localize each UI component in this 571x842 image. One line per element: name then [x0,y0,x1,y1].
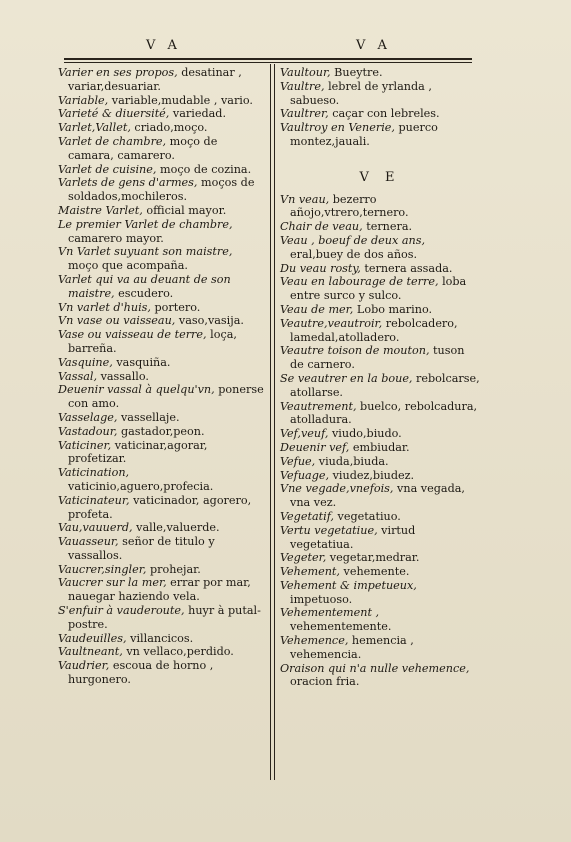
entry-translation: moço de cozina. [156,162,252,176]
dictionary-entry [280,455,480,469]
entry-headword: Oraison qui n'a nulle vehemence, [280,661,470,675]
entry-translation: gastador,peon. [117,424,205,438]
dictionary-entry [58,439,264,467]
entry-headword: Vn vase ou vaisseau, [58,314,176,328]
entry-translation: hemencia , vehemencia. [290,634,414,661]
dictionary-entry [58,659,264,687]
entry-translation: buelco, rebolcadura, atolladura. [290,399,478,427]
entry-headword: Vaticinateur, [58,493,130,507]
entry-headword: Veau de mer, [280,302,354,316]
dictionary-entry [280,372,480,400]
header-rule [64,58,472,60]
entry-headword: Vasquine, [58,355,113,369]
section-title: V E [359,169,401,185]
page-header [64,38,472,60]
dictionary-entry [58,645,264,659]
entry-translation: vaticinador, agorero, profeta. [68,493,252,521]
entry-translation: moço que acompaña. [68,259,188,273]
dictionary-entry [58,163,264,177]
entry-translation: viudo,biudo. [328,427,402,441]
entry-translation: vegetatiuo. [334,509,401,523]
entry-translation: ponerse con amo. [68,383,264,411]
entry-translation: valle,valuerde. [132,521,220,535]
entry-translation: oracion fria. [290,675,360,689]
entry-translation: villancicos. [126,631,194,645]
entry-headword: Vn varlet d'huis, [58,300,151,314]
header-rule-thin [64,62,472,63]
entry-headword: Varier en ses propos, [58,66,178,79]
dictionary-entry [58,273,264,301]
entry-translation: prohejar. [146,562,201,576]
entry-headword: Veautre,veautroir, [280,316,383,330]
entry-headword: Maistre Varlet, [58,203,143,217]
dictionary-entry [58,121,264,135]
entry-headword: Vehement, [280,565,340,579]
entry-headword: Vehemence, [280,634,349,648]
dictionary-entry [58,301,264,315]
entry-translation: camarero mayor. [68,231,164,245]
dictionary-entry [58,328,264,356]
entry-headword: Vaucrer,singler, [58,562,147,576]
entry-translation: vehementemente. [290,620,392,634]
dictionary-entry [280,317,480,345]
entry-translation: rebolcadero, lamedal,atolladero. [290,316,458,344]
entry-translation: moços de soldados,mochileros. [68,176,255,204]
entry-headword: Se veautrer en la boue, [280,371,413,385]
entry-translation: caçar con lebreles. [328,107,440,121]
dictionary-entry [280,606,480,634]
entry-translation: official mayor. [142,203,227,217]
dictionary-entry [280,121,480,149]
entry-headword: Vn Varlet suyuant son maistre, [58,245,233,259]
dictionary-entry [280,107,480,121]
entry-translation: Bueytre. [330,66,383,79]
entry-headword: Vasselage, [58,410,118,424]
dictionary-entry [58,535,264,563]
entry-headword: Variable, [58,93,109,107]
entry-translation: eral,buey de dos años. [290,247,418,261]
entry-translation: impetuoso. [290,592,353,606]
dictionary-entry [280,303,480,317]
header-left: V A [146,38,181,53]
entry-headword: Vaultrer, [280,107,329,121]
entry-translation: señor de titulo y vassallos. [68,535,215,562]
entry-headword: S'enfuir à vauderoute, [58,604,185,618]
dictionary-entry [280,441,480,455]
entry-translation: escoua de horno , hurgonero. [68,659,214,687]
dictionary-entry [280,510,480,524]
entry-headword: Veau en labourage de terre, [280,275,439,289]
entry-translation: variable,mudable , vario. [108,93,253,107]
dictionary-entry [58,632,264,646]
dictionary-entry [280,344,480,372]
dictionary-entry [58,383,264,411]
entry-translation: loba entre surco y sulco. [290,275,467,303]
entry-headword: Chair de veau, [280,220,363,234]
entry-translation: ternera assada. [360,261,453,275]
dictionary-entry [58,356,264,370]
entry-translation: vna vegada, vna vez. [290,482,465,510]
dictionary-entry [58,66,264,94]
entry-translation: lebrel de yrlanda , sabueso. [290,79,432,107]
dictionary-entry [280,551,480,565]
entry-headword: Deuenir vef, [280,440,350,454]
dictionary-entry [280,262,480,276]
entry-headword: Vase ou vaisseau de terre, [58,328,207,342]
entry-translation: vehemente. [339,565,410,579]
right-entries-top [280,66,480,149]
entry-translation: Lobo marino. [353,302,433,316]
entry-headword: Vef,veuf, [280,427,329,441]
entry-translation: viudez,biudez. [329,468,415,482]
entry-headword: Le premier Varlet de chambre, [58,217,233,231]
dictionary-entry [58,521,264,535]
entry-headword: Veautrement, [280,399,357,413]
entry-headword: Vastadour, [58,424,118,438]
dictionary-entry [58,411,264,425]
entry-translation: criado,moço. [130,121,208,135]
dictionary-entry [280,579,480,607]
entry-headword: Veau , boeuf de deux ans, [280,233,425,247]
entry-translation: puerco montez,jauali. [290,121,438,148]
entry-translation: moço de camara, camarero. [68,134,218,162]
entry-headword: Vegetatif, [280,509,334,523]
entry-translation: vaticinio,aguero,profecia. [68,479,214,493]
dictionary-entry [58,204,264,218]
entry-headword: Vefue, [280,454,316,468]
dictionary-entry [280,565,480,579]
entry-translation: vasquiña. [112,355,171,369]
dictionary-entry [58,176,264,204]
entry-headword: Vn veau, [280,192,330,206]
dictionary-entry [280,275,480,303]
dictionary-entry [58,494,264,522]
right-column [280,66,480,689]
entry-translation: desatinar , variar,desuariar. [68,66,242,93]
dictionary-entry [280,469,480,483]
entry-headword: Vertu vegetatiue, [280,523,378,537]
entry-translation: ternera. [362,220,413,234]
dictionary-entry [58,604,264,632]
dictionary-entry [280,234,480,262]
entry-headword: Vaticiner, [58,438,112,452]
entry-headword: Vehementement , [280,606,380,620]
right-entries-bottom [280,193,480,690]
entry-headword: Vau,vauuerd, [58,521,133,535]
entry-translation: vassallo. [97,369,149,383]
entry-headword: Vehement & impetueux, [280,578,417,592]
dictionary-entry [280,427,480,441]
entry-headword: Vaucrer sur la mer, [58,576,167,590]
entry-headword: Varieté & diuersité, [58,107,170,121]
entry-translation: vassellaje. [117,410,180,424]
dictionary-entry [280,634,480,662]
entry-headword: Varlet qui va au deuant de son maistre, [58,272,231,300]
dictionary-entry [58,107,264,121]
dictionary-entry [280,80,480,108]
entry-translation: huyr à putal-postre. [68,604,261,631]
entry-translation: variedad. [169,107,227,121]
entry-translation: embiudar. [349,440,410,454]
dictionary-entry [58,425,264,439]
dictionary-entry [58,245,264,273]
entry-translation: rebolcarse, atollarse. [290,371,480,399]
dictionary-entry [58,576,264,604]
entry-translation: bezerro añojo,vtrero,ternero. [290,192,409,220]
entry-headword: Vaudeuilles, [58,631,127,645]
entry-translation: errar por mar, nauegar haziendo vela. [68,576,251,604]
header-right: V A [356,38,391,53]
entry-translation: vn vellaco,perdido. [122,645,234,659]
entry-headword: Vaticination, [58,466,130,480]
entry-headword: Vefuage, [280,468,330,482]
entry-headword: Varlet,Vallet, [58,121,131,135]
entry-headword: Varlets de gens d'armes, [58,176,198,190]
entry-translation: virtud vegetatiua. [290,523,416,551]
entry-headword: Deuenir vassal à quelqu'vn, [58,383,215,397]
left-column [58,66,264,687]
dictionary-entry [58,563,264,577]
entry-headword: Vaultour, [280,66,331,79]
entry-headword: Du veau rosty, [280,261,361,275]
entry-headword: Vaudrier, [58,659,110,673]
dictionary-entry [280,66,480,80]
entry-translation: vaso,vasija. [175,314,244,328]
entry-headword: Varlet de chambre, [58,134,167,148]
entry-headword: Vaultneant, [58,645,123,659]
dictionary-entry [58,370,264,384]
dictionary-entry [280,524,480,552]
entry-headword: Vegeter, [280,551,327,565]
dictionary-entry [58,218,264,246]
dictionary-entry [280,193,480,221]
entry-translation: loça, barreña. [68,328,237,355]
dictionary-entry [58,314,264,328]
entry-translation: viuda,biuda. [315,454,389,468]
entry-translation: tuson de carnero. [290,344,465,372]
dictionary-entry [280,220,480,234]
column-divider [270,64,275,780]
entry-headword: Vne vegade,vnefois, [280,482,394,496]
dictionary-entry [58,466,264,494]
dictionary-entry [280,482,480,510]
entry-translation: portero. [150,300,201,314]
entry-headword: Vauasseur, [58,535,119,549]
entry-translation: vegetar,medrar. [326,551,420,565]
dictionary-entry [58,94,264,108]
entry-headword: Vassal, [58,369,98,383]
entry-headword: Vaultre, [280,79,325,93]
dictionary-entry [280,662,480,690]
entry-headword: Varlet de cuisine, [58,162,157,176]
entry-translation: escudero. [114,286,174,300]
entry-headword: Vaultroy en Venerie, [280,121,395,135]
dictionary-entry [58,135,264,163]
entry-translation: vaticinar,agorar, profetizar. [68,438,208,466]
entry-headword: Veautre toison de mouton, [280,344,430,358]
dictionary-entry [280,400,480,428]
